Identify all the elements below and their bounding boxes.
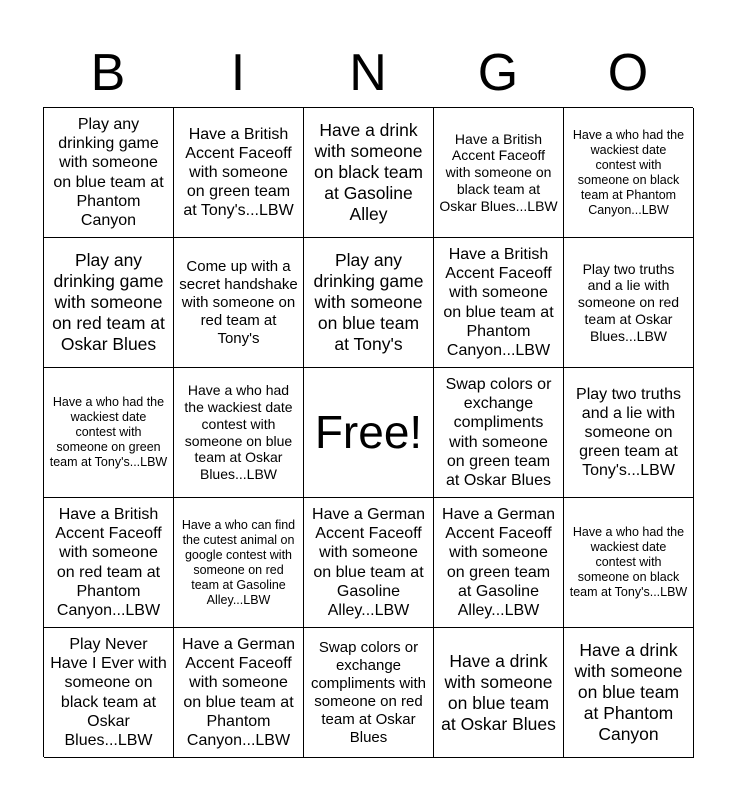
cell-text: Play two truths and a lie with someone on green team at Tony's...LBW [576, 385, 681, 480]
cell-text: Swap colors or exchange compliments with someone on green team at Oskar Blues [445, 375, 552, 489]
bingo-cell[interactable] [174, 238, 304, 368]
cell-text: Have a British Accent Faceoff with someone on red team at Phantom Canyon...LBW [55, 505, 162, 619]
bingo-cell[interactable] [564, 368, 694, 498]
cell-text: Have a British Accent Faceoff with someone on black team at Oskar Blues...LBW [439, 130, 558, 214]
cell-text: Play any drinking game with someone on blue team at Phantom Canyon [53, 115, 164, 229]
bingo-cell[interactable] [44, 108, 174, 238]
bingo-cell[interactable] [44, 498, 174, 628]
cell-text: Have a British Accent Faceoff with someone on blue team at Phantom Canyon...LBW [443, 245, 554, 359]
cell-text: Have a drink with someone on blue team at Phantom Canyon [574, 640, 683, 744]
bingo-cell[interactable] [434, 368, 564, 498]
cell-text: Come up with a secret handshake with someone on red team at Tony's [179, 257, 298, 347]
cell-text: Have a who can find the cutest animal on google contest with someone on red team at Gasoline Alley...LBW [181, 517, 296, 607]
bingo-cell[interactable] [174, 628, 304, 758]
cell-text: Have a German Accent Faceoff with someone on blue team at Phantom Canyon...LBW [182, 635, 295, 749]
cell-text: Play any drinking game with someone on red team at Oskar Blues [52, 250, 165, 354]
bingo-cell[interactable] [304, 498, 434, 628]
cell-text: Swap colors or exchange compliments with someone on red team at Oskar Blues [310, 638, 427, 746]
bingo-cell[interactable] [174, 108, 304, 238]
bingo-cell[interactable] [564, 108, 694, 238]
cell-text: Have a drink with someone on black team at Gasoline Alley [314, 120, 423, 224]
header-letter-i: I [230, 44, 246, 102]
cell-text: Have a German Accent Faceoff with someone on blue team at Gasoline Alley...LBW [312, 505, 425, 619]
bingo-board [43, 107, 693, 757]
bingo-cell[interactable] [44, 368, 174, 498]
bingo-header [43, 38, 693, 108]
bingo-cell[interactable] [304, 628, 434, 758]
bingo-cell[interactable] [304, 238, 434, 368]
cell-text: Have a British Accent Faceoff with someone on green team at Tony's...LBW [183, 125, 294, 220]
bingo-cell[interactable] [44, 628, 174, 758]
cell-text: Play any drinking game with someone on blue team at Tony's [313, 250, 424, 354]
cell-text: Have a who had the wackiest date contest with someone on green team at Tony's...LBW [49, 395, 168, 469]
cell-text: Play Never Have I Ever with someone on black team at Oskar Blues...LBW [50, 635, 167, 749]
bingo-cell[interactable] [434, 628, 564, 758]
bingo-cell[interactable] [434, 238, 564, 368]
free-space[interactable] [304, 368, 434, 498]
bingo-cell[interactable] [434, 108, 564, 238]
bingo-cell[interactable] [564, 628, 694, 758]
cell-text: Have a who had the wackiest date contest with someone on black team at Tony's...LBW [569, 525, 688, 599]
header-letter-o: O [607, 44, 649, 102]
bingo-cell[interactable] [434, 498, 564, 628]
header-letter-n: N [349, 44, 387, 102]
cell-text: Have a German Accent Faceoff with someone on green team at Gasoline Alley...LBW [442, 505, 555, 619]
bingo-cell[interactable] [304, 108, 434, 238]
header-letter-b: B [90, 44, 126, 102]
cell-text: Have a who had the wackiest date contest with someone on blue team at Oskar Blues...LBW [184, 382, 293, 483]
bingo-cell[interactable] [174, 498, 304, 628]
header-letter-g: G [477, 44, 519, 102]
bingo-cell[interactable] [174, 368, 304, 498]
free-space-text: Free! [314, 405, 423, 458]
bingo-cell[interactable] [564, 498, 694, 628]
bingo-cell[interactable] [44, 238, 174, 368]
cell-text: Have a who had the wackiest date contest with someone on black team at Phantom Canyon...LBW [572, 127, 685, 217]
bingo-cell[interactable] [564, 238, 694, 368]
cell-text: Play two truths and a lie with someone on red team at Oskar Blues...LBW [577, 260, 680, 344]
cell-text: Have a drink with someone on blue team at Oskar Blues [441, 650, 556, 734]
